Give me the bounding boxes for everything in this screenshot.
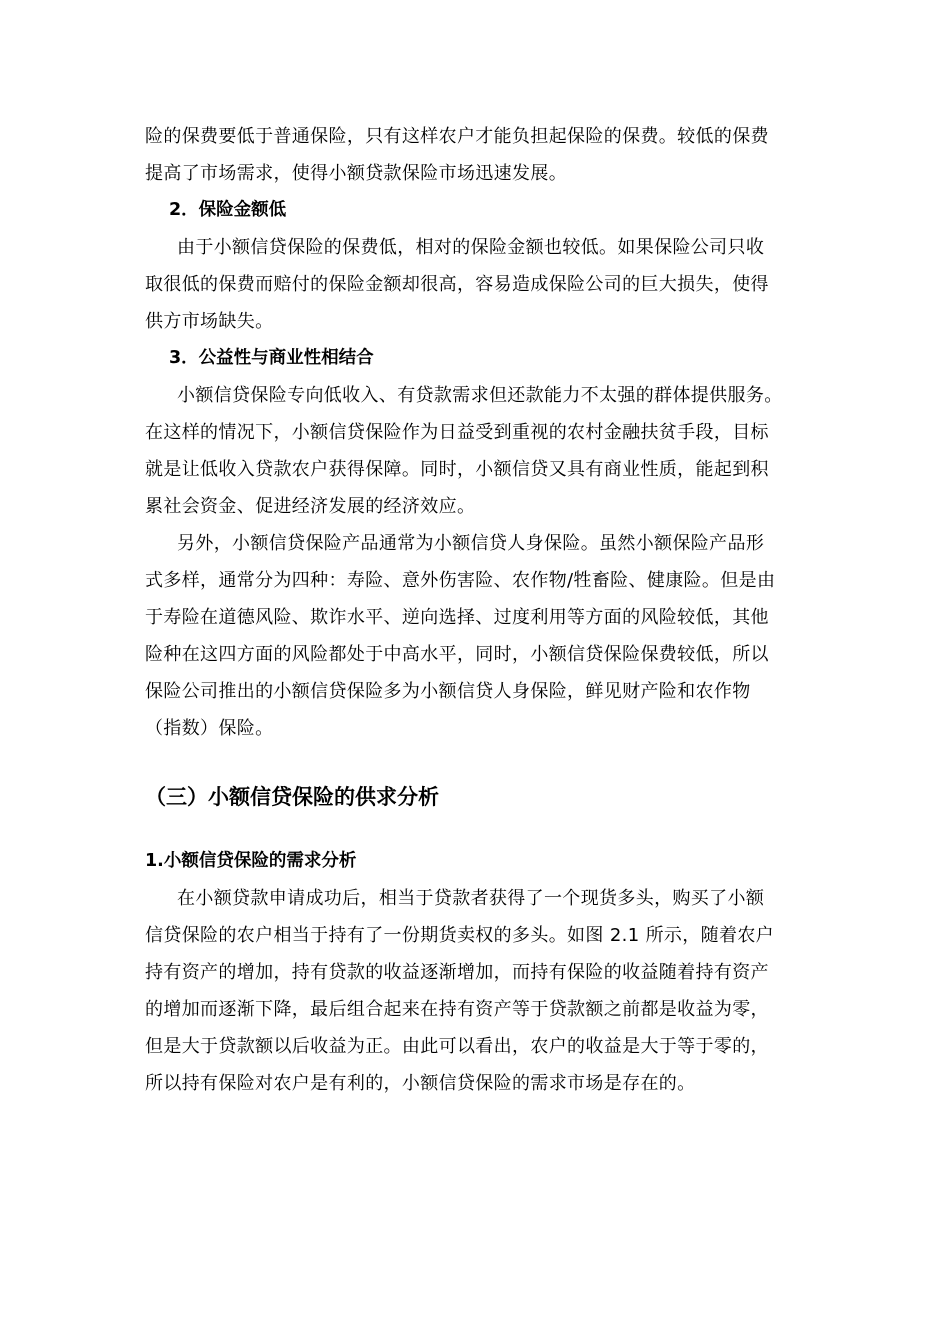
heading-public-and-commercial: 3．公益性与商业性相结合 xyxy=(169,348,374,368)
paragraph-public-and-commercial xyxy=(145,377,817,525)
text-line: 就是让低收入贷款农户获得保障。同时，小额信贷又具有商业性质，能起到积 xyxy=(145,459,769,480)
text-line: 式多样，通常分为四种：寿险、意外伤害险、农作物/牲畜险、健康险。但是由 xyxy=(145,570,776,591)
text-line: 险种在这四方面的风险都处于中高水平，同时，小额信贷保险保费较低，所以 xyxy=(145,644,769,665)
text-line: 取很低的保费而赔付的保险金额却很高，容易造成保险公司的巨大损失，使得 xyxy=(145,274,769,295)
text-line: 险的保费要低于普通保险，只有这样农户才能负担起保险的保费。较低的保费 xyxy=(145,126,769,147)
text-line: 提高了市场需求，使得小额贷款保险市场迅速发展。 xyxy=(145,163,568,184)
heading-insured-amount-low: 2．保险金额低 xyxy=(169,200,287,220)
text-line: 的增加而逐渐下降，最后组合起来在持有资产等于贷款额之前都是收益为零， xyxy=(145,999,769,1020)
text-line: 在小额贷款申请成功后，相当于贷款者获得了一个现货多头，购买了小额 xyxy=(177,888,765,909)
heading-demand-analysis: 1.小额信贷保险的需求分析 xyxy=(145,851,357,871)
paragraph-demand-analysis xyxy=(145,880,817,1102)
text-line: 累社会资金、促进经济发展的经济效应。 xyxy=(145,496,476,517)
paragraph-product-types xyxy=(145,525,817,747)
text-line: 由于小额信贷保险的保费低，相对的保险金额也较低。如果保险公司只收 xyxy=(177,237,765,258)
text-line: 持有资产的增加，持有贷款的收益逐渐增加，而持有保险的收益随着持有资产 xyxy=(145,962,769,983)
text-line: 但是大于贷款额以后收益为正。由此可以看出，农户的收益是大于等于零的， xyxy=(145,1036,769,1057)
text-line: （指数）保险。 xyxy=(145,718,274,739)
text-line: 在这样的情况下，小额信贷保险作为日益受到重视的农村金融扶贫手段，目标 xyxy=(145,422,769,443)
text-line: 信贷保险的农户相当于持有了一份期货卖权的多头。如图 2.1 所示，随着农户 xyxy=(145,925,775,946)
paragraph-insured-amount-low xyxy=(145,229,817,340)
section-heading-supply-demand: （三）小额信贷保险的供求分析 xyxy=(145,785,439,809)
text-line: 于寿险在道德风险、欺诈水平、逆向选择、过度利用等方面的风险较低，其他 xyxy=(145,607,769,628)
text-line: 保险公司推出的小额信贷保险多为小额信贷人身保险，鲜见财产险和农作物 xyxy=(145,681,751,702)
text-line: 小额信贷保险专向低收入、有贷款需求但还款能力不太强的群体提供服务。 xyxy=(177,385,783,406)
paragraph-premium-low-continued xyxy=(145,118,817,192)
document-page xyxy=(145,118,817,1102)
text-line: 供方市场缺失。 xyxy=(145,311,274,332)
text-line: 所以持有保险对农户是有利的，小额信贷保险的需求市场是存在的。 xyxy=(145,1073,696,1094)
text-line: 另外，小额信贷保险产品通常为小额信贷人身保险。虽然小额保险产品形 xyxy=(177,533,765,554)
